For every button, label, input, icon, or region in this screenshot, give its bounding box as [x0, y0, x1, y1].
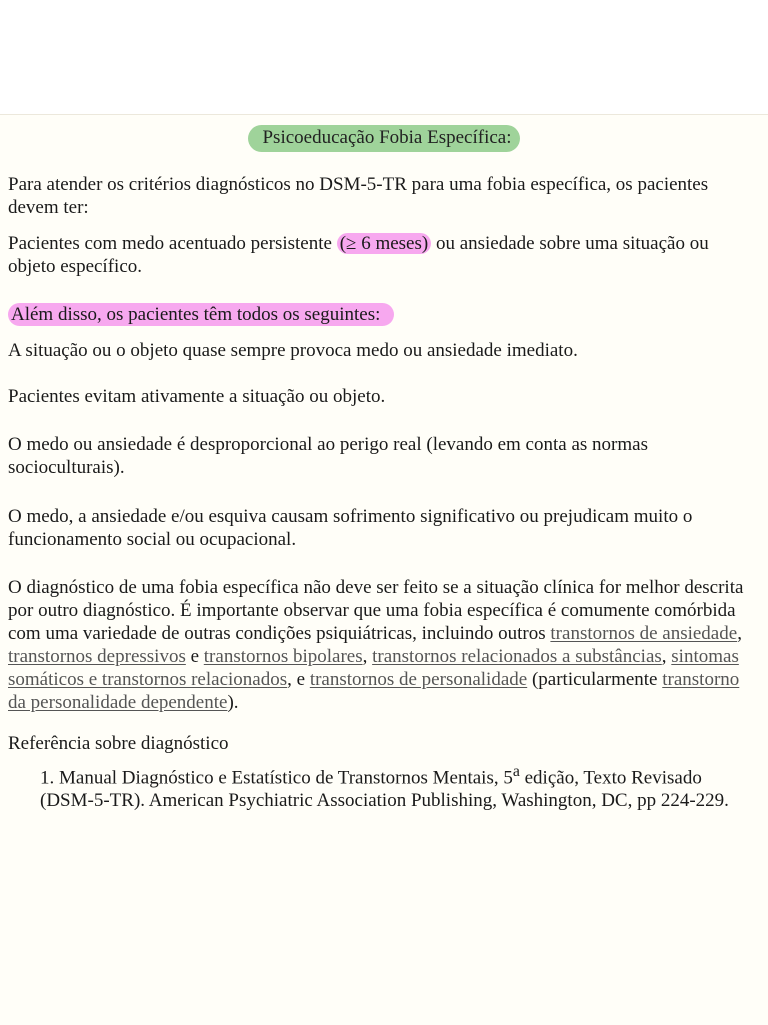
additional-heading-highlight: Além disso, os pacientes têm todos os seguintes: [8, 303, 394, 326]
criterion-a-text-end: ou ansiedade sobre uma situação ou objeto específico. [8, 233, 709, 277]
reference-number: 1. [40, 767, 55, 789]
separator: ). [227, 692, 239, 713]
link-transtornos-bipolares[interactable]: transtornos bipolares [203, 646, 363, 667]
duration-highlight: (≥ 6 meses) [337, 233, 432, 254]
link-sintomas-somaticos[interactable]: sintomas somáticos e transtornos relacionados [8, 646, 739, 690]
link-transtornos-ansiedade[interactable]: transtornos de ansiedade [550, 623, 738, 644]
criterion-item: O medo ou ansiedade é desproporcional ao perigo real (levando em conta as normas socioculturais). [8, 434, 648, 478]
criterion-a-paragraph [8, 232, 760, 278]
differential-paragraph [8, 576, 760, 714]
reference-text: Manual Diagnóstico e Estatístico de Transtornos Mentais, 5 [54, 767, 513, 789]
separator: (particularmente [527, 669, 663, 690]
criterion-item: O medo, a ansiedade e/ou esquiva causam sofrimento significativo ou prejudicam muito o funcionamento social ou ocupacional. [8, 506, 693, 550]
reference-item [40, 760, 760, 812]
page-title: Psicoeducação Fobia Específica: [248, 125, 519, 152]
criterion-item: Pacientes evitam ativamente a situação ou objeto. [8, 386, 386, 407]
document-page [0, 114, 768, 1025]
criterion-item: A situação ou o objeto quase sempre provoca medo ou ansiedade imediato. [8, 340, 578, 361]
intro-paragraph: Para atender os critérios diagnósticos no DSM-5-TR para uma fobia específica, os pacientes devem ter: [8, 174, 709, 218]
link-transtornos-personalidade[interactable]: transtornos de personalidade [309, 669, 528, 690]
link-transtornos-depressivos[interactable]: transtornos depressivos [8, 646, 186, 667]
link-personalidade-dependente[interactable]: transtorno da personalidade dependente [8, 669, 740, 713]
reference-text-end: edição, Texto Revisado (DSM-5-TR). American Psychiatric Association Publishing, Washington, DC, pp 224-229. [40, 767, 729, 812]
separator: e [185, 646, 204, 667]
separator: , [737, 623, 742, 644]
reference-heading: Referência sobre diagnóstico [8, 733, 229, 754]
additional-criteria-heading [8, 303, 760, 326]
separator: , [362, 646, 373, 667]
separator: , [661, 646, 672, 667]
separator: , e [287, 669, 310, 690]
edition-superscript: a [512, 763, 520, 780]
criterion-a-text: Pacientes com medo acentuado persistente [8, 233, 337, 254]
link-transtornos-substancias[interactable]: transtornos relacionados a substâncias [372, 646, 662, 667]
differential-text: O diagnóstico de uma fobia específica não deve ser feito se a situação clínica for melhor descrita por outro diagnóstico. É importante observar que uma fobia específica é comumente comórbida com uma variedade de outras condições psiquiátricas, incluindo outros [8, 577, 744, 644]
